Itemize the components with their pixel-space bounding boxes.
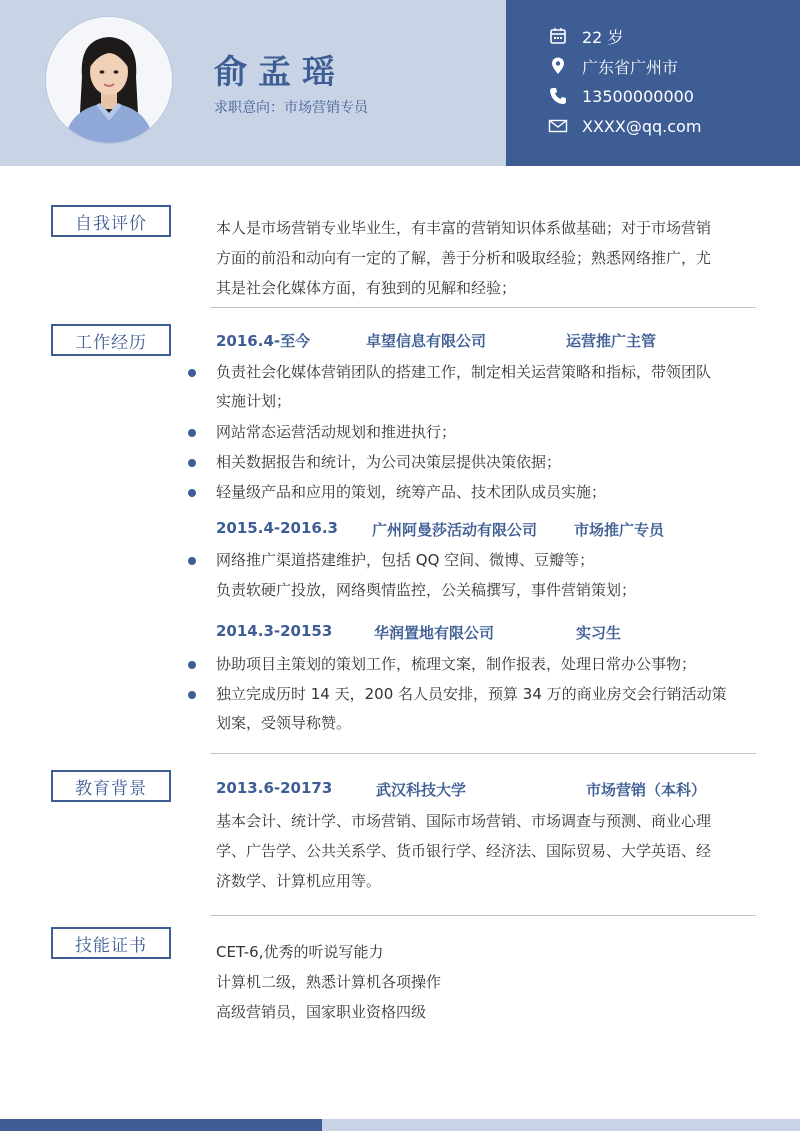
skill-item: 高级营销员，国家职业资格四级 xyxy=(216,1003,427,1021)
envelope-icon xyxy=(548,116,568,136)
job-bullet: 协助项目主策划的策划工作，梳理文案，制作报表，处理日常办公事物； xyxy=(216,650,756,679)
contact-phone xyxy=(548,84,694,108)
job-header xyxy=(216,622,756,646)
bullet-dot xyxy=(188,661,196,669)
job-bullet-continuation: 划案，受领导称赞。 xyxy=(216,714,352,732)
education-period: 2013.6-20173 xyxy=(216,779,333,797)
contact-email xyxy=(548,114,701,138)
section-divider xyxy=(210,915,756,916)
job-bullet-continuation: 负责软硬广投放，网络舆情监控，公关稿撰写，事件营销策划； xyxy=(216,581,637,599)
education-header xyxy=(216,779,756,803)
avatar xyxy=(46,17,172,143)
job-bullet: 独立完成历时 14 天，200 名人员安排，预算 34 万的商业房交会行销活动策 xyxy=(216,680,756,709)
section-title-education: 教育背景 xyxy=(51,770,171,802)
self-eval-line: 方面的前沿和动向有一定的了解，善于分析和吸取经验；熟悉网络推广，尤 xyxy=(216,249,712,267)
job-role: 实习生 xyxy=(576,624,622,642)
job-company: 卓望信息有限公司 xyxy=(366,332,487,350)
job-bullet: 网络推广渠道搭建维护，包括 QQ 空间、微博、豆瓣等； xyxy=(216,546,756,575)
self-eval-text xyxy=(216,213,756,303)
job-bullet-continuation: 实施计划； xyxy=(216,392,292,410)
job-period: 2016.4-至今 xyxy=(216,332,311,350)
job-role: 市场推广专员 xyxy=(574,521,665,539)
contact-location xyxy=(548,54,678,78)
job-bullet: 负责社会化媒体营销团队的搭建工作，制定相关运营策略和指标，带领团队 xyxy=(216,358,756,387)
bullet-dot xyxy=(188,369,196,377)
candidate-name: 俞孟瑶 xyxy=(214,52,346,91)
courses-line: 学、广告学、公共关系学、货币银行学、经济法、国际贸易、大学英语、经 xyxy=(216,842,712,860)
location-text: 广东省广州市 xyxy=(582,57,679,77)
calendar-icon xyxy=(548,26,568,46)
job-header xyxy=(216,330,756,354)
phone-text: 13500000000 xyxy=(582,86,694,106)
footer-bar-dark xyxy=(0,1119,322,1131)
self-eval-line: 本人是市场营销专业毕业生，有丰富的营销知识体系做基础；对于市场营销 xyxy=(216,219,712,237)
education-courses xyxy=(216,806,756,896)
bullet-dot xyxy=(188,557,196,565)
self-eval-line: 其是社会化媒体方面，有独到的见解和经验； xyxy=(216,279,517,297)
section-title-self-eval: 自我评价 xyxy=(51,205,171,237)
bullet-dot xyxy=(188,429,196,437)
skill-item: 计算机二级，熟悉计算机各项操作 xyxy=(216,973,442,991)
job-period: 2014.3-20153 xyxy=(216,622,333,640)
section-title-work: 工作经历 xyxy=(51,324,171,356)
job-company: 广州阿曼莎活动有限公司 xyxy=(372,521,538,539)
job-header xyxy=(216,519,756,543)
section-divider xyxy=(210,307,756,308)
email-text: XXXX@qq.com xyxy=(582,116,702,136)
footer-bar-light xyxy=(322,1119,800,1131)
age-text: 22 岁 xyxy=(582,27,624,47)
bullet-dot xyxy=(188,489,196,497)
job-company: 华润置地有限公司 xyxy=(374,624,495,642)
bullet-dot xyxy=(188,691,196,699)
education-major: 市场营销（本科） xyxy=(586,781,707,799)
job-bullet: 网站常态运营活动规划和推进执行； xyxy=(216,418,756,447)
contact-age xyxy=(548,24,623,48)
job-bullet: 相关数据报告和统计，为公司决策层提供决策依据； xyxy=(216,448,756,477)
job-bullet: 轻量级产品和应用的策划，统筹产品、技术团队成员实施； xyxy=(216,478,756,507)
job-objective: 求职意向：市场营销专员 xyxy=(214,100,368,116)
job-role: 运营推广主管 xyxy=(566,332,657,350)
courses-line: 基本会计、统计学、市场营销、国际市场营销、市场调查与预测、商业心理 xyxy=(216,812,712,830)
courses-line: 济数学、计算机应用等。 xyxy=(216,872,382,890)
bullet-dot xyxy=(188,459,196,467)
phone-icon xyxy=(548,86,568,106)
section-divider xyxy=(210,753,756,754)
job-period: 2015.4-2016.3 xyxy=(216,519,338,537)
location-pin-icon xyxy=(548,56,568,76)
skill-item: CET-6,优秀的听说写能力 xyxy=(216,943,384,961)
section-title-skills: 技能证书 xyxy=(51,927,171,959)
education-school: 武汉科技大学 xyxy=(376,781,467,799)
